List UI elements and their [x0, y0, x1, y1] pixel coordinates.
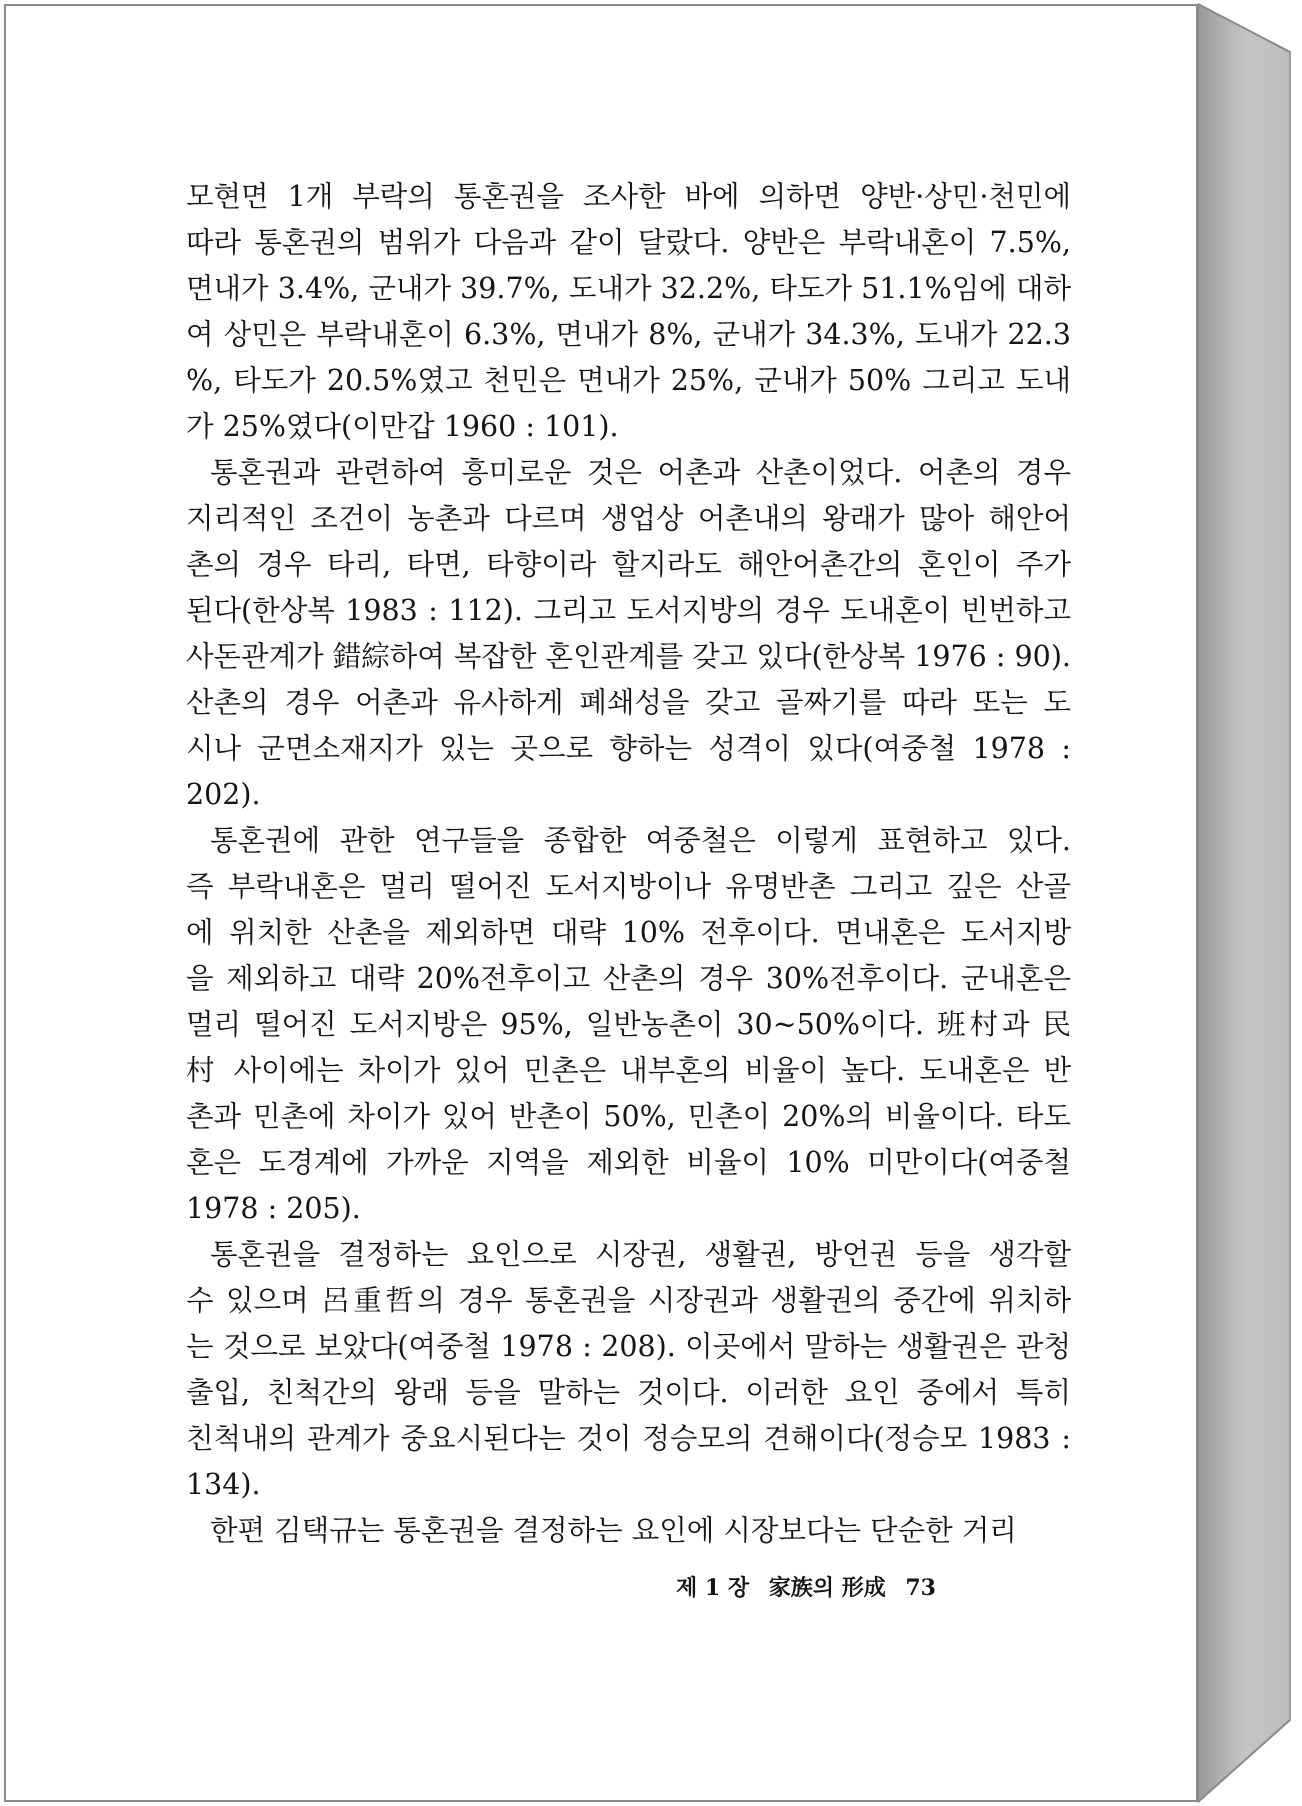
- text-line: 을 제외하고 대략 20%전후이고 산촌의 경우 30%전후이다. 군내혼은: [186, 962, 1071, 995]
- text-line: 지리적인 조건이 농촌과 다르며 생업상 어촌내의 왕래가 많아 해안어: [186, 502, 1071, 535]
- page-number: 73: [905, 1575, 936, 1601]
- text-line: 통혼권과 관련하여 흥미로운 것은 어촌과 산촌이었다. 어촌의 경우: [210, 456, 1071, 489]
- chapter-title: 家族의 形成: [768, 1575, 886, 1601]
- text-line: 한편 김택규는 통혼권을 결정하는 요인에 시장보다는 단순한 거리: [210, 1514, 1017, 1547]
- text-line: 모현면 1개 부락의 통혼권을 조사한 바에 의하면 양반·상민·천민에: [186, 180, 1071, 213]
- text-line: 는 것으로 보았다(여중철 1978 : 208). 이곳에서 말하는 생활권은 관청: [186, 1330, 1071, 1363]
- text-line: 134).: [186, 1468, 261, 1501]
- text-line: 출입, 친척간의 왕래 등을 말하는 것이다. 이러한 요인 중에서 특히: [186, 1376, 1071, 1409]
- text-line: 된다(한상복 1983 : 112). 그리고 도서지방의 경우 도내혼이 빈번하고: [186, 594, 1071, 627]
- text-line: 사돈관계가 錯綜하여 복잡한 혼인관계를 갖고 있다(한상복 1976 : 90).: [186, 640, 1071, 673]
- text-line: 통혼권에 관한 연구들을 종합한 여중철은 이렇게 표현하고 있다.: [210, 824, 1071, 857]
- book-page: [4, 4, 1198, 1802]
- text-line: 촌과 민촌에 차이가 있어 반촌이 50%, 민촌이 20%의 비율이다. 타도: [186, 1100, 1071, 1133]
- page-footer: [676, 1571, 936, 1602]
- body-text: [186, 174, 1071, 1554]
- text-line: 1978 : 205).: [186, 1192, 361, 1225]
- paragraph: [186, 1232, 1071, 1508]
- text-line: %, 타도가 20.5%였고 천민은 면내가 25%, 군내가 50% 그리고 도내: [186, 364, 1071, 397]
- text-line: 즉 부락내혼은 멀리 떨어진 도서지방이나 유명반촌 그리고 깊은 산골: [186, 870, 1071, 903]
- book-side-edge: [1198, 0, 1302, 1806]
- paragraph: [186, 1508, 1071, 1554]
- text-line: 따라 통혼권의 범위가 다음과 같이 달랐다. 양반은 부락내혼이 7.5%,: [186, 226, 1071, 259]
- text-line: 가 25%였다(이만갑 1960 : 101).: [186, 410, 619, 443]
- text-line: 친척내의 관계가 중요시된다는 것이 정승모의 견해이다(정승모 1983 :: [186, 1422, 1071, 1455]
- paragraph: [186, 450, 1071, 818]
- text-line: 村 사이에는 차이가 있어 민촌은 내부혼의 비율이 높다. 도내혼은 반: [186, 1054, 1071, 1087]
- text-line: 멀리 떨어진 도서지방은 95%, 일반농촌이 30~50%이다. 班村과 民: [186, 1008, 1071, 1041]
- paragraph: [186, 174, 1071, 450]
- text-line: 산촌의 경우 어촌과 유사하게 폐쇄성을 갖고 골짜기를 따라 또는 도: [186, 686, 1071, 719]
- text-line: 시나 군면소재지가 있는 곳으로 향하는 성격이 있다(여중철 1978 :: [186, 732, 1071, 765]
- text-line: 면내가 3.4%, 군내가 39.7%, 도내가 32.2%, 타도가 51.1%임에 대하: [186, 272, 1071, 305]
- text-line: 202).: [186, 778, 261, 811]
- text-line: 통혼권을 결정하는 요인으로 시장권, 생활권, 방언권 등을 생각할: [210, 1238, 1071, 1271]
- paragraph: [186, 818, 1071, 1232]
- text-line: 여 상민은 부락내혼이 6.3%, 면내가 8%, 군내가 34.3%, 도내가 22.3: [186, 318, 1071, 351]
- text-line: 혼은 도경계에 가까운 지역을 제외한 비율이 10% 미만이다(여중철: [186, 1146, 1071, 1179]
- text-line: 수 있으며 呂重哲의 경우 통혼권을 시장권과 생활권의 중간에 위치하: [186, 1284, 1071, 1317]
- chapter-number: 제 1 장: [675, 1575, 750, 1601]
- text-line: 촌의 경우 타리, 타면, 타향이라 할지라도 해안어촌간의 혼인이 주가: [186, 548, 1071, 581]
- text-line: 에 위치한 산촌을 제외하면 대략 10% 전후이다. 면내혼은 도서지방: [186, 916, 1071, 949]
